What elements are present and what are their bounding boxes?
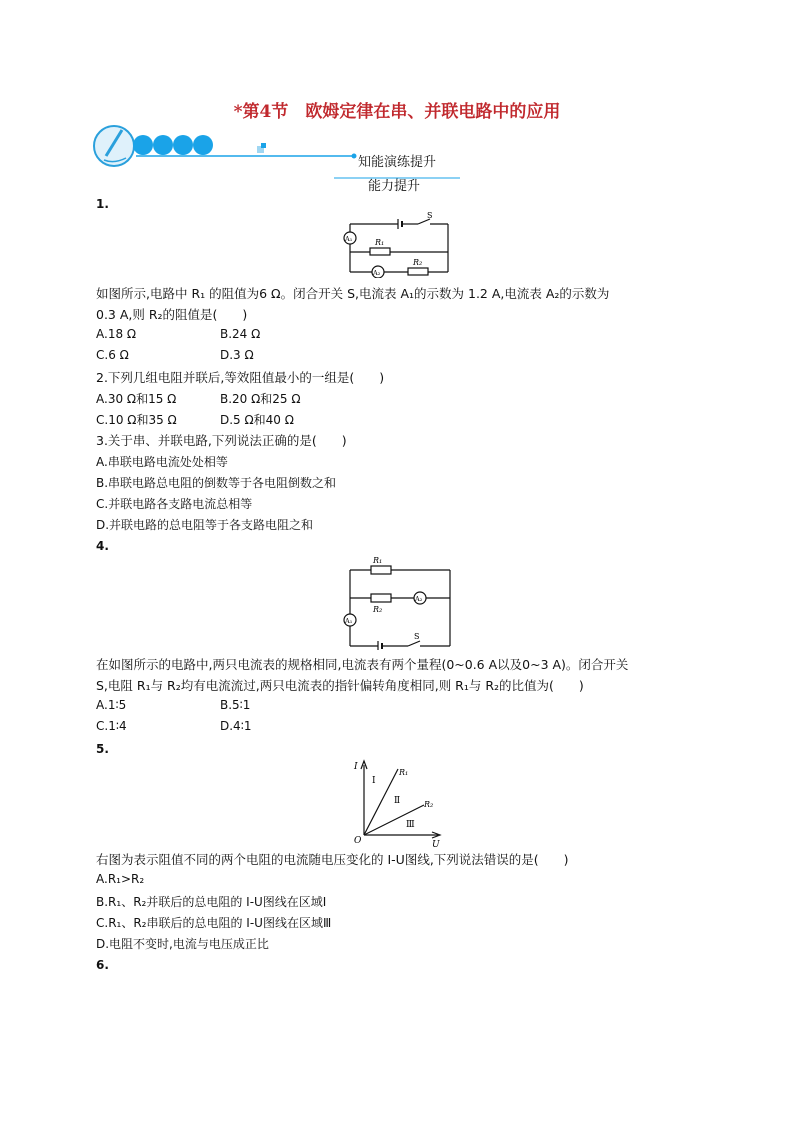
q4-number: 4. — [96, 539, 109, 553]
q5-number: 5. — [96, 742, 109, 756]
q2-option-b[interactable]: B.20 Ω和25 Ω — [220, 392, 301, 406]
q1-stem-line2: 0.3 A,则 R₂的阻值是( ) — [96, 307, 248, 322]
q4-circuit-diagram — [338, 552, 458, 650]
q4-label-s: S — [414, 632, 420, 641]
q2-option-d[interactable]: D.5 Ω和40 Ω — [220, 413, 294, 427]
q1-circuit-diagram — [338, 210, 458, 278]
q3-option-a[interactable]: A.串联电路电流处处相等 — [96, 455, 228, 469]
q5-region-3: Ⅲ — [406, 820, 415, 830]
q5-option-a[interactable]: A.R₁>R₂ — [96, 872, 145, 886]
q1-number: 1. — [96, 197, 109, 211]
q5-label-o: O — [354, 836, 362, 846]
q4-stem-line1: 在如图所示的电路中,两只电流表的规格相同,电流表有两个量程(0~0.6 A以及0~3 A)。闭合开关 — [96, 657, 629, 672]
q1-label-a1: A₁ — [345, 235, 353, 243]
q5-region-1: Ⅰ — [372, 776, 376, 786]
q4-label-a1: A₁ — [345, 617, 353, 625]
banner-dot-2 — [153, 135, 173, 155]
q4-resistor-r2 — [371, 594, 391, 602]
q1-label-r1: R₁ — [375, 238, 385, 247]
q6-number: 6. — [96, 958, 109, 972]
q5-line-r1 — [364, 769, 401, 835]
q5-option-d[interactable]: D.电阻不变时,电流与电压成正比 — [96, 937, 269, 951]
q3-option-c[interactable]: C.并联电路各支路电流总相等 — [96, 497, 253, 511]
q4-option-b[interactable]: B.5∶1 — [220, 698, 251, 712]
q4-label-r2: R₂ — [373, 605, 383, 614]
q1-option-a[interactable]: A.18 Ω — [96, 327, 137, 341]
q5-option-b[interactable]: B.R₁、R₂并联后的总电阻的 I-U图线在区域Ⅰ — [96, 895, 327, 909]
q4-option-a[interactable]: A.1∶5 — [96, 698, 127, 712]
q4-stem-line2: S,电阻 R₁与 R₂均有电流流过,两只电流表的指针偏转角度相同,则 R₁与 R₂的比值为( ) — [96, 678, 584, 693]
banner-dot-3 — [173, 135, 193, 155]
banner-dot-1 — [133, 135, 153, 155]
q5-region-2: Ⅱ — [394, 796, 401, 806]
q4-option-d[interactable]: D.4∶1 — [220, 719, 252, 733]
q1-option-b[interactable]: B.24 Ω — [220, 327, 261, 341]
banner-dot-4 — [193, 135, 213, 155]
q3-option-d[interactable]: D.并联电路的总电阻等于各支路电阻之和 — [96, 518, 314, 532]
banner-sub: 能力提升 — [368, 179, 421, 194]
q5-stem: 右图为表示阻值不同的两个电阻的电流随电压变化的 I-U图线,下列说法错误的是( ) — [96, 852, 569, 867]
q5-line-r2 — [364, 805, 424, 835]
banner-label: 知能演练提升 — [358, 155, 437, 170]
pen-logo-icon — [94, 126, 134, 166]
page-title: *第4节 欧姆定律在串、并联电路中的应用 — [233, 102, 561, 122]
q1-label-a2: A₂ — [373, 269, 381, 277]
q5-label-r1: R₁ — [399, 768, 409, 777]
q3-stem: 3.关于串、并联电路,下列说法正确的是( ) — [96, 433, 347, 448]
q2-option-a[interactable]: A.30 Ω和15 Ω — [96, 392, 177, 406]
q1-option-d[interactable]: D.3 Ω — [220, 348, 254, 362]
q1-stem-line1: 如图所示,电路中 R₁ 的阻值为6 Ω。闭合开关 S,电流表 A₁的示数为 1.2 A,电流表 A₂的示数为 — [96, 286, 610, 301]
q4-label-r1: R₁ — [373, 556, 383, 565]
q1-resistor-r1 — [370, 248, 390, 255]
q4-resistor-r1 — [371, 566, 391, 574]
q5-iu-graph — [346, 757, 446, 847]
q1-label-r2: R₂ — [413, 258, 423, 267]
q3-option-b[interactable]: B.串联电路总电阻的倒数等于各电阻倒数之和 — [96, 476, 337, 490]
q1-label-s: S — [427, 211, 433, 220]
q2-stem: 2.下列几组电阻并联后,等效阻值最小的一组是( ) — [96, 370, 385, 385]
q1-option-c[interactable]: C.6 Ω — [96, 348, 129, 362]
q5-option-c[interactable]: C.R₁、R₂串联后的总电阻的 I-U图线在区域Ⅲ — [96, 916, 332, 930]
q4-option-c[interactable]: C.1∶4 — [96, 719, 127, 733]
q2-option-c[interactable]: C.10 Ω和35 Ω — [96, 413, 177, 427]
q4-label-a2: A₂ — [415, 595, 423, 603]
q5-label-r2: R₂ — [424, 800, 434, 809]
q5-label-u: U — [432, 840, 440, 847]
q1-resistor-r2 — [408, 268, 428, 275]
q5-label-i: I — [354, 762, 358, 772]
